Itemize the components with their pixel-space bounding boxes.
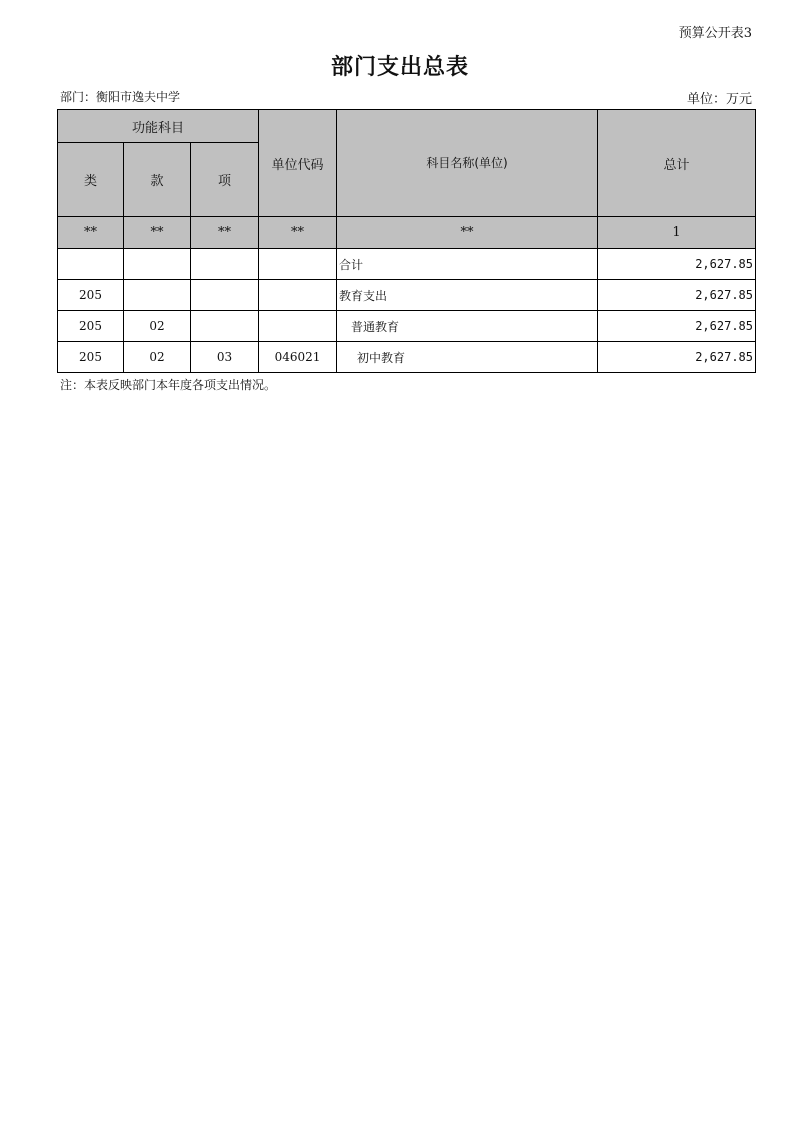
- cell-subject-name: 教育支出: [337, 280, 598, 311]
- cell-category: 205: [58, 311, 124, 342]
- cell-unit-code: 046021: [259, 342, 337, 373]
- cell-unit-code: [259, 311, 337, 342]
- index-unit-code: **: [259, 217, 337, 249]
- cell-subject-name: 普通教育: [337, 311, 598, 342]
- cell-subject-name: 初中教育: [337, 342, 598, 373]
- table-row: [58, 280, 756, 311]
- cell-total: 2,627.85: [598, 280, 756, 311]
- cell-total: 2,627.85: [598, 249, 756, 280]
- cell-category: 205: [58, 280, 124, 311]
- header-category: 类: [58, 143, 124, 217]
- index-category: **: [58, 217, 124, 249]
- index-total: 1: [598, 217, 756, 249]
- header-unit-code: 单位代码: [259, 110, 337, 217]
- index-item: **: [191, 217, 259, 249]
- cell-unit-code: [259, 249, 337, 280]
- header-function-subjects: 功能科目: [58, 110, 259, 143]
- index-section: **: [124, 217, 191, 249]
- cell-category: [58, 249, 124, 280]
- page-title: 部门支出总表: [330, 55, 469, 80]
- cell-item: [191, 311, 259, 342]
- cell-total: 2,627.85: [598, 311, 756, 342]
- header-subject-name: 科目名称(单位): [337, 110, 598, 217]
- table-row: [58, 311, 756, 342]
- header-total: 总计: [598, 110, 756, 217]
- cell-item: [191, 249, 259, 280]
- cell-section: 02: [124, 342, 191, 373]
- expenditure-table: [57, 109, 756, 373]
- cell-section: [124, 249, 191, 280]
- department-label: 部门：衡阳市逸夫中学: [60, 90, 181, 104]
- cell-section: 02: [124, 311, 191, 342]
- unit-label: 单位：万元: [686, 92, 752, 107]
- header-section: 款: [124, 143, 191, 217]
- cell-subject-name: 合计: [337, 249, 598, 280]
- table-row: [58, 249, 756, 280]
- cell-category: 205: [58, 342, 124, 373]
- table-code: 预算公开表3: [678, 26, 752, 41]
- cell-section: [124, 280, 191, 311]
- index-subject-name: **: [337, 217, 598, 249]
- cell-total: 2,627.85: [598, 342, 756, 373]
- cell-item: 03: [191, 342, 259, 373]
- cell-unit-code: [259, 280, 337, 311]
- footnote: 注：本表反映部门本年度各项支出情况。: [60, 378, 277, 392]
- table-row: [58, 342, 756, 373]
- header-item: 项: [191, 143, 259, 217]
- cell-item: [191, 280, 259, 311]
- index-row: [58, 217, 756, 249]
